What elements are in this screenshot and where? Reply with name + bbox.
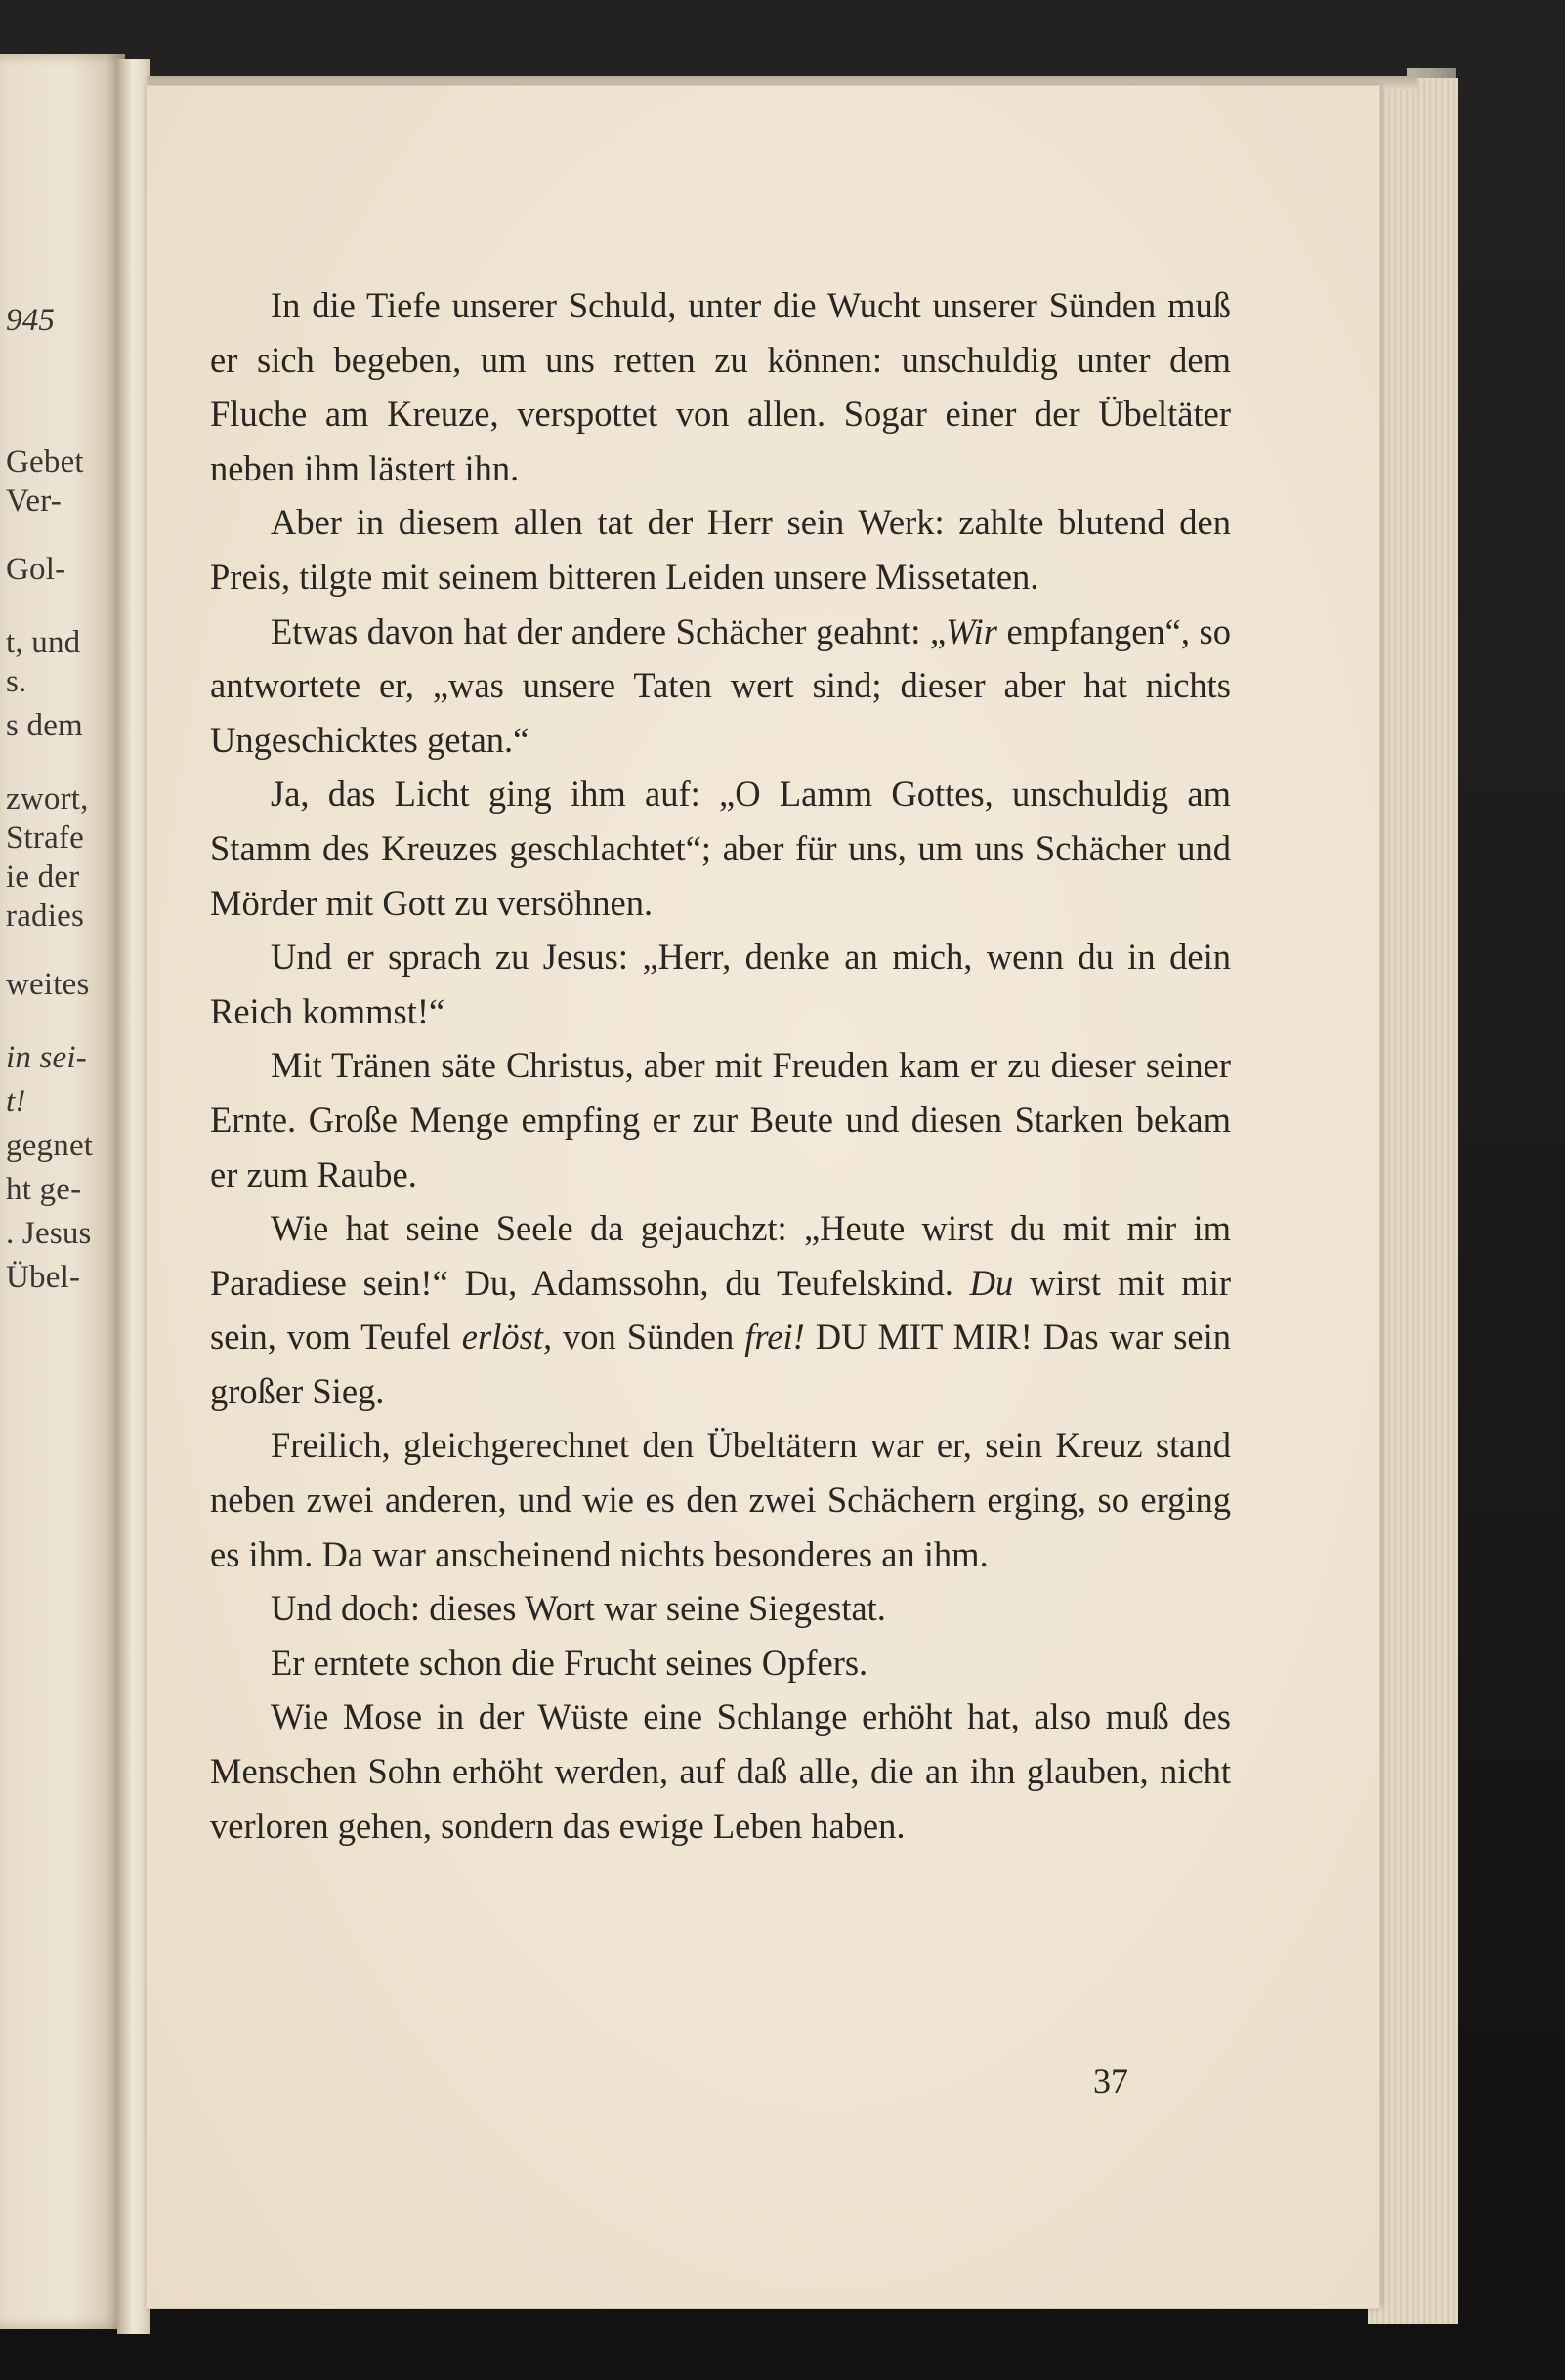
- paragraph: [210, 278, 1231, 495]
- previous-page-fragment: 945: [6, 303, 56, 338]
- previous-page-fragment: Gebet: [6, 444, 84, 480]
- paragraph: [210, 605, 1231, 768]
- text-run: Wie Mose in der Wüste eine Schlange erhöht hat, also muß des Menschen Sohn erhöht werden, auf daß alle, die an ihn glauben, nicht verloren gehen, sondern das ewige Leben haben.: [210, 1696, 1231, 1846]
- text-run: In die Tiefe unserer Schuld, unter die Wucht unserer Sünden muß er sich begeben, um uns retten zu können: unschuldig unter dem Fluche am Kreuze, verspottet von allen. Sogar einer der Übeltäter neben ihm lästert ihn.: [210, 285, 1231, 488]
- text-run: Ja, das Licht ging ihm auf: „O Lamm Gottes, unschuldig am Stamm des Kreuzes geschlachtet“; aber für uns, um uns Schächer und Mörder mit Gott zu versöhnen.: [210, 773, 1231, 923]
- text-run: wirst mit mir sein, vom Teufel: [210, 1262, 1231, 1357]
- previous-page-fragment: in sei-: [6, 1040, 87, 1075]
- italic-text: erlöst,: [461, 1316, 553, 1357]
- previous-page-fragment: s dem: [6, 708, 83, 743]
- previous-page-fragment: zwort,: [6, 781, 89, 816]
- previous-page-fragment: weites: [6, 967, 90, 1002]
- previous-page-fragment: ie der: [6, 859, 80, 895]
- text-run: von Sünden: [552, 1316, 745, 1357]
- text-run: Und doch: dieses Wort war seine Siegestat.: [271, 1588, 886, 1629]
- text-run: Freilich, gleichgerechnet den Übeltätern war er, sein Kreuz stand neben zwei anderen, und wie es den zwei Schächern erging, so erging es ihm. Da war anscheinend nichts besonderes an ihm.: [210, 1425, 1231, 1574]
- previous-page-fragment: Übel-: [6, 1260, 81, 1295]
- paragraph: [210, 495, 1231, 604]
- text-run: Und er sprach zu Jesus: „Herr, denke an mich, wenn du in dein Reich kommst!“: [210, 937, 1231, 1031]
- paragraph: [210, 1690, 1231, 1853]
- paragraph: [210, 1581, 1231, 1636]
- text-run: Er erntete schon die Frucht seines Opfers.: [271, 1642, 868, 1683]
- paragraph: [210, 930, 1231, 1038]
- previous-page-fragment: ht ge-: [6, 1172, 82, 1207]
- previous-page-fragment: Ver-: [6, 483, 62, 519]
- previous-page: [0, 54, 125, 2329]
- italic-text: Wir: [946, 610, 997, 651]
- previous-page-fragment: gegnet: [6, 1128, 94, 1163]
- paragraph: [210, 1636, 1231, 1691]
- page-body-text: [210, 278, 1231, 1853]
- text-run: empfangen“, so antwortete er, „was unsere Taten wert sind; dieser aber hat nichts Ungeschicktes getan.“: [210, 610, 1231, 760]
- previous-page-fragment: Gol-: [6, 552, 66, 587]
- italic-text: frei!: [744, 1316, 805, 1357]
- previous-page-fragment: Strafe: [6, 820, 84, 856]
- text-run: Etwas davon hat der andere Schächer geahnt: „: [271, 610, 947, 651]
- previous-page-fragment: . Jesus: [6, 1216, 92, 1251]
- previous-page-fragment: radies: [6, 898, 84, 934]
- previous-page-fragment: s.: [6, 664, 27, 699]
- text-run: Wie hat seine Seele da gejauchzt: „Heute wirst du mit mir im Paradiese sein!“ Du, Adamssohn, du Teufelskind.: [210, 1208, 1231, 1303]
- previous-page-fragment: t, und: [6, 625, 81, 660]
- text-run: Mit Tränen säte Christus, aber mit Freuden kam er zu dieser seiner Ernte. Große Menge empfing er zur Beute und diesen Starken bekam er zum Raube.: [210, 1045, 1231, 1194]
- book-gutter: [117, 59, 150, 2334]
- paragraph: [210, 1418, 1231, 1581]
- page-number: 37: [1093, 2062, 1128, 2101]
- italic-text: Du: [969, 1262, 1014, 1303]
- previous-page-fragment: t!: [6, 1084, 26, 1119]
- text-run: DU MIT MIR! Das war sein großer Sieg.: [210, 1316, 1231, 1411]
- text-run: Aber in diesem allen tat der Herr sein Werk: zahlte blutend den Preis, tilgte mit seinem bitteren Leiden unsere Missetaten.: [210, 502, 1231, 597]
- paragraph: [210, 1201, 1231, 1418]
- paragraph: [210, 767, 1231, 930]
- page-stack-edge: [1368, 78, 1458, 2324]
- paragraph: [210, 1038, 1231, 1201]
